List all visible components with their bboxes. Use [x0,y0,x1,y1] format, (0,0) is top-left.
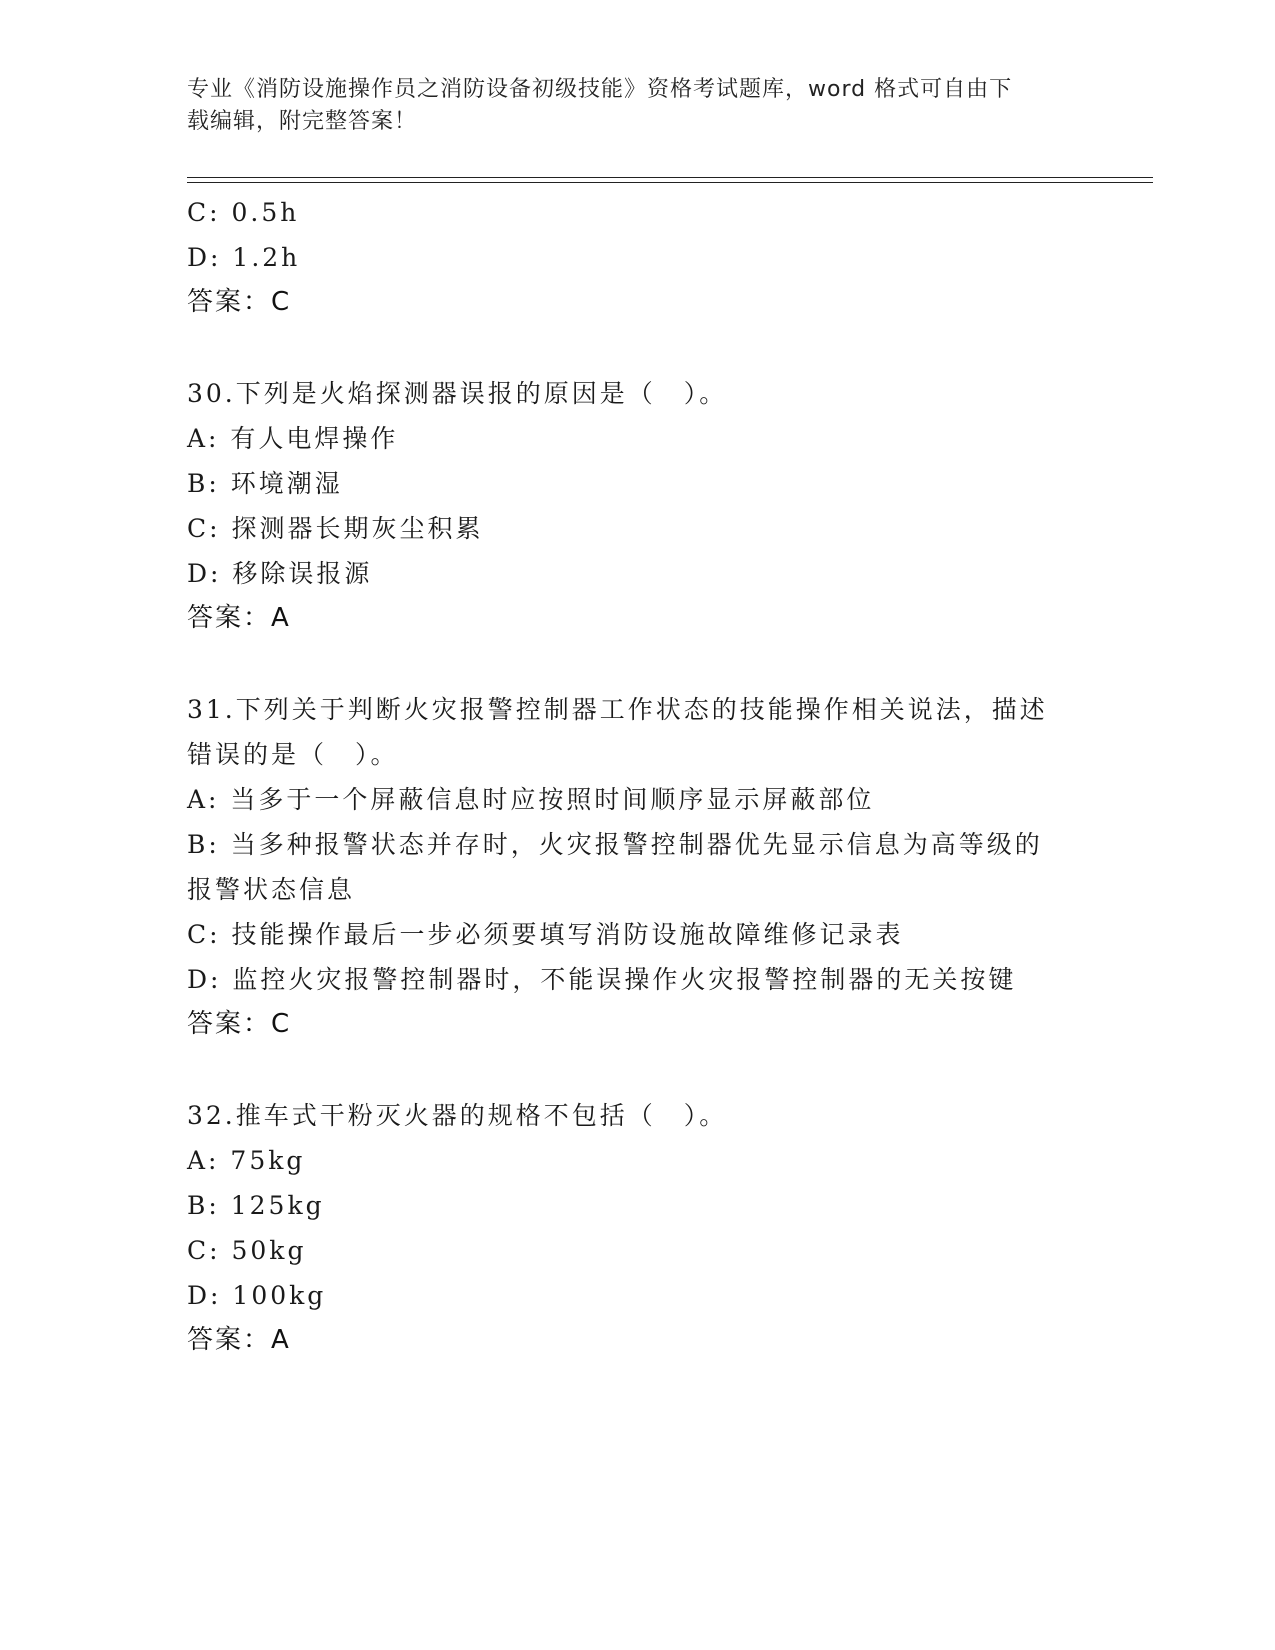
question-29-continued [187,190,1087,325]
spacer [187,1047,1087,1093]
document-header [187,74,1067,138]
header-divider-top [187,177,1153,178]
header-line-1: 专业《消防设施操作员之消防设备初级技能》资格考试题库，word 格式可自由下 [187,77,1013,102]
document-body [187,190,1087,1363]
option-b: B: 125kg [187,1191,325,1220]
option-d: D: 移除误报源 [187,559,373,588]
header-divider-bottom [187,182,1153,183]
answer-line: 答案：C [187,287,292,317]
option-d: D: 100kg [187,1281,327,1310]
option-c: C: 0.5h [187,198,300,227]
option-b: B: 环境潮湿 [187,469,343,498]
question-stem: 30.下列是火焰探测器误报的原因是（ ）。 [187,379,728,408]
header-line-2: 载编辑，附完整答案！ [187,109,418,134]
option-a: A: 有人电焊操作 [187,424,399,453]
question-32 [187,1093,1087,1363]
spacer [187,641,1087,687]
question-stem: 32.推车式干粉灭火器的规格不包括（ ）。 [187,1101,728,1130]
option-b-line-2: 报警状态信息 [187,875,356,904]
option-d: D: 1.2h [187,243,301,272]
option-a: A: 当多于一个屏蔽信息时应按照时间顺序显示屏蔽部位 [187,785,875,814]
answer-line: 答案：A [187,603,291,633]
option-d: D: 监控火灾报警控制器时，不能误操作火灾报警控制器的无关按键 [187,965,1017,994]
spacer [187,325,1087,371]
option-c: C: 探测器长期灰尘积累 [187,514,484,543]
option-c: C: 技能操作最后一步必须要填写消防设施故障维修记录表 [187,920,904,949]
option-c: C: 50kg [187,1236,307,1265]
option-b-line-1: B: 当多种报警状态并存时，火灾报警控制器优先显示信息为高等级的 [187,830,1043,859]
question-31 [187,687,1087,1047]
question-stem-line-1: 31.下列关于判断火灾报警控制器工作状态的技能操作相关说法，描述 [187,695,1048,724]
answer-line: 答案：C [187,1009,292,1039]
question-30 [187,371,1087,641]
option-a: A: 75kg [187,1146,306,1175]
answer-line: 答案：A [187,1325,291,1355]
question-stem-line-2: 错误的是（ ）。 [187,740,399,769]
